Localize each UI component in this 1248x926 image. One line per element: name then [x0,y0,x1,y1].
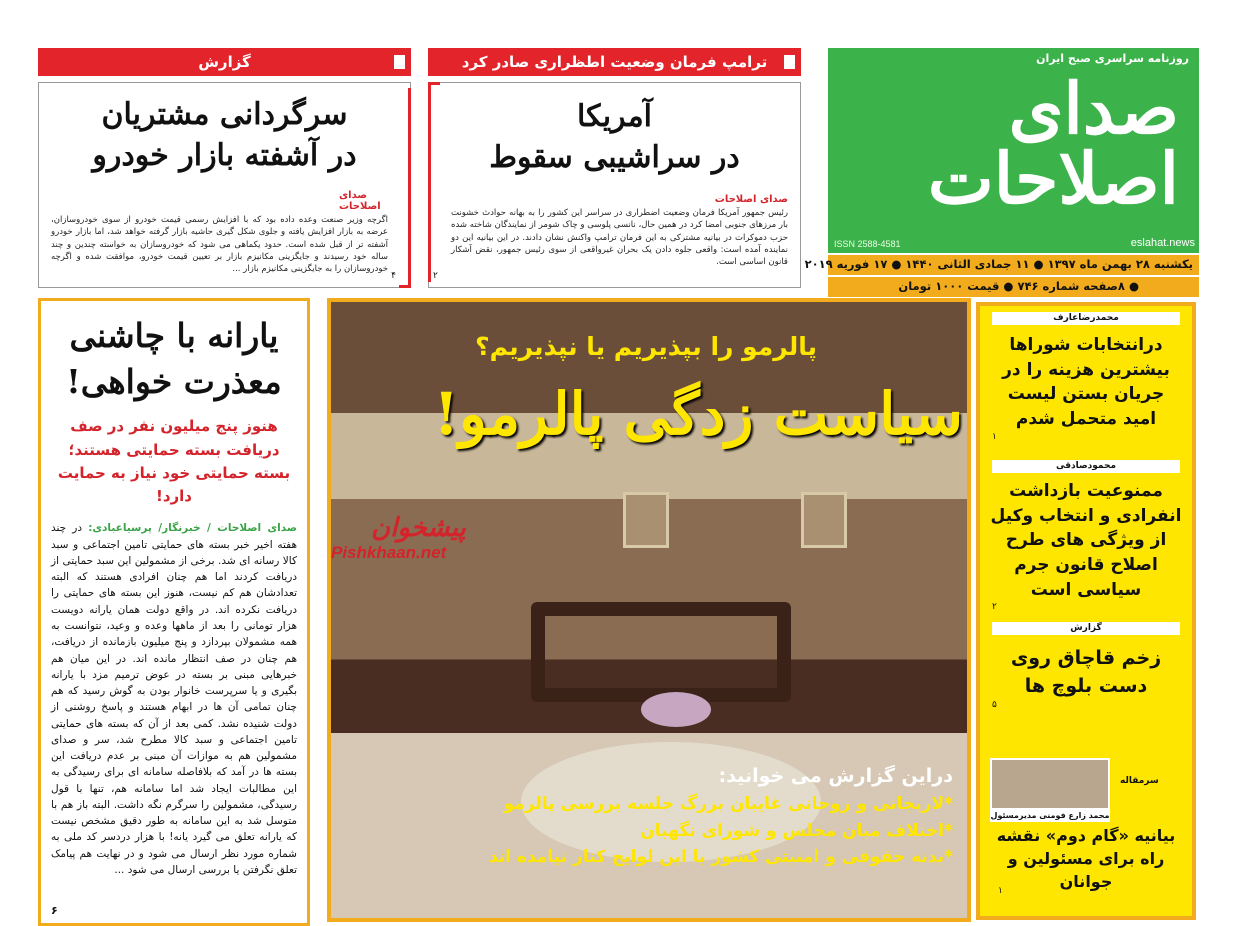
editor-photo [990,758,1110,810]
right-news-column [976,302,1196,920]
subsidy-story[interactable] [38,298,310,926]
car-story-headline-1: سرگردانی مشتریان [101,97,348,132]
top-story-headline-2: در سراشیبی سقوط [489,139,740,175]
story-editorial[interactable] [980,824,1192,894]
top-story-bar [428,48,801,76]
issn: ISSN 2588-4581 [834,239,901,249]
inside-title: دراین گزارش می خوانید: [718,765,953,787]
masthead [828,48,1199,253]
subsidy-headline-1: یارانه با چاشنی [69,316,279,355]
subsidy-headline-2: معذرت خواهی! [66,362,282,402]
issue-line: ● ۸صفحه شماره ۷۴۶ ● قیمت ۱۰۰۰ تومان [828,277,1199,297]
top-story-bar-label: ترامپ فرمان وضعیت اطظراری صادر کرد [461,53,768,71]
top-story-headline-1: آمریکا [576,99,652,134]
main-headline: سیاست زدگی پالرمو! [433,380,963,448]
report-label: گزارش [992,622,1180,635]
page-number: ۵ [992,700,997,711]
aref-headline: درانتخابات شوراها بیشترین هزینه را در جریان بستن لیست امید متحمل شدم [1002,335,1170,429]
newspaper-logo: صدای اصلاحات [927,67,1179,220]
watermark-en: Pishkhaan.net [331,543,447,562]
story-sadeghi[interactable] [980,454,1192,619]
website[interactable]: eslahat.news [1130,237,1195,249]
masthead-tagline: روزنامه سراسری صبح ایران [1036,52,1189,65]
editorial-label: سرمقاله [1120,776,1159,786]
smuggling-headline: زخم قاچاق روی دست بلوچ ها [1010,647,1162,697]
author-label: محمدرضاعارف [992,312,1180,325]
main-kicker: پالرمو را بپذیریم یا نپذیریم؟ [475,332,817,361]
date-line: یکشنبه ۲۸ بهمن ماه ۱۳۹۷ ● ۱۱ جمادی الثانی ۱۴۴۰ ● ۱۷ فوریه ۲۰۱۹ [828,255,1199,275]
sadeghi-headline: ممنوعیت بازداشت انفرادی و انتخاب وکیل از ویژگی های طرح اصلاح قانون جرم سیاسی است [990,481,1182,600]
inside-item[interactable]: *اختلاف میان مجلس و شورای نگهبان [640,820,953,841]
report-bar-label: گزارش [198,53,251,71]
car-story-headline-2: در آشفته بازار خودرو [92,137,357,173]
author-label: محمودصادقی [992,460,1180,473]
page-number: ۴ [391,271,396,281]
top-story-box-america[interactable] [428,48,801,288]
page-number: ۶ [51,904,58,917]
editor-caption: محمد زارع فومنی مدیرمسئول [990,811,1110,820]
flower-arrangement [641,692,711,727]
square-icon [394,55,405,69]
subsidy-subhead: هنوز پنج میلیون نفر در صف دریافت بسته حمایتی هستند؛بسته حمایتی خود نیاز به حمایت دارد! [57,417,291,506]
subsidy-body: در چند هفته اخیر خبر بسته های حمایتی تامین اجتماعی و سبد کالا رسانه ای شد. برخی از مشمولین این سبد حمایتی از دریافت کردند اما هم چنان افرادی هستند که البته تعدادشان هم کم نیست، هنوز این بسته های حمایتی را دریافت نکرده اند. در واقع دولت همان یارانه دویست هزار تومانی را بعد از ماهها وعده و وعید، نتوانست به همه مشمولان بپردازد و پنج میلیون بازمانده از دریافت، هم چنان در صف انتظار مانده اند. در این میان هم خبرهایی مبنی بر بسته در عوض ترمیم مزد با یارانه بگیری و یا سرپرست خانوار بودن به گوش رسید که هم چنان تمامی آن ها در ابهام هستند و پاسخ روشنی از دولت شنیده نشد. کمی بعد از آن که بسته های حمایتی تامین اجتماعی و سبد کالا مطرح شد، سر و صدای مشمولین هم به موازات آن مبنی بر عدم دریافت این بسته ها در آمد که بلافاصله سامانه ای برای رسیدگی به این مطالبات ایجاد شد اما سامانه هم، تنها با قول رسیدگی، مشمولین را سرگرم نگه داشت. البته باز هم با متوسل شد به این سامانه به طور دقیق مشخص نیست که یارانه تعلق می گیرد یانه! با هزار دردسر کد ملی به شماره مورد نظر ارسال می شود و در نهایت هم پیامک تعلق نگرفتن یا بررسی ارسال می شود ... [51,522,297,876]
inside-item[interactable]: *بدنه حقوقی و امنیتی کشور با این لوایح کنار نیامده اند [489,847,953,868]
inside-report [489,762,953,870]
square-icon [784,55,795,69]
story-smuggling[interactable] [980,616,1192,726]
top-story-box-car-market[interactable] [38,48,411,288]
car-story-body: اگرچه وزیر صنعت وعده داده بود که با افزایش رسمی قیمت خودرو از سوی خودروسازان، عرضه به بازار افزایش یافته و جلوی شکل گیری حاشیه بازار گرفته خواهد شد، اما بازار خودرو آشفته تر از قبل شده است. حدود یکماهی می شود که خودروسازان به خواسته چندین و چند ساله خود رسیدند و جایگزینی مکانیزم بازار بر تعیین قیمت خودرو، موافقت شده و اگرچه خودروسازان را به جایگزینی مکانیزم بازار ... [51,215,388,275]
editorial-headline: بیانیه «گام دوم» نقشه راه برای مسئولین و جوانان [996,826,1176,892]
page-number: ۲ [433,271,438,281]
palermo-main-story[interactable] [327,298,971,922]
inside-item[interactable]: *لاریجانی و روحانی غایبان بزرگ جلسه بررسی پالرمو [503,794,953,815]
meeting-table [531,602,791,702]
watermark-fa: پیشخوان [371,512,466,542]
watermark [331,512,466,563]
portrait-frame [801,492,847,548]
story-aref[interactable] [980,306,1192,456]
page-number: ۱ [992,431,997,442]
page-number: ۲ [992,602,997,613]
page-number: ۱ [998,886,1003,896]
report-bar [38,48,411,76]
car-story-source: صدای اصلاحات [339,190,381,212]
portrait-frame [623,492,669,548]
top-story-body: رئیس جمهور آمریکا فرمان وضعیت اضطراری در سراسر این کشور را به بهانه حوادث خشونت بار مرزهای جنوبی امضا کرد در همین حال، نانسی پلوسی و چاک شومر از نمایندگان شاخته شده حزب دموکرات در بیانیه مشترکی به این فرمان ترامپ واکنش نشان دادند. در این بیانیه این دو نماینده آمده است: واقعی جلوه دادن یک بحران غیرواقعی از سوی رئیس جمهور، نقض آشکار قانون اساسی است. [451,208,788,268]
subsidy-byline: صدای اصلاحات / خبرنگار/ پرسیاعبادی: [88,522,297,535]
top-story-source: صدای اصلاحات [714,194,788,205]
